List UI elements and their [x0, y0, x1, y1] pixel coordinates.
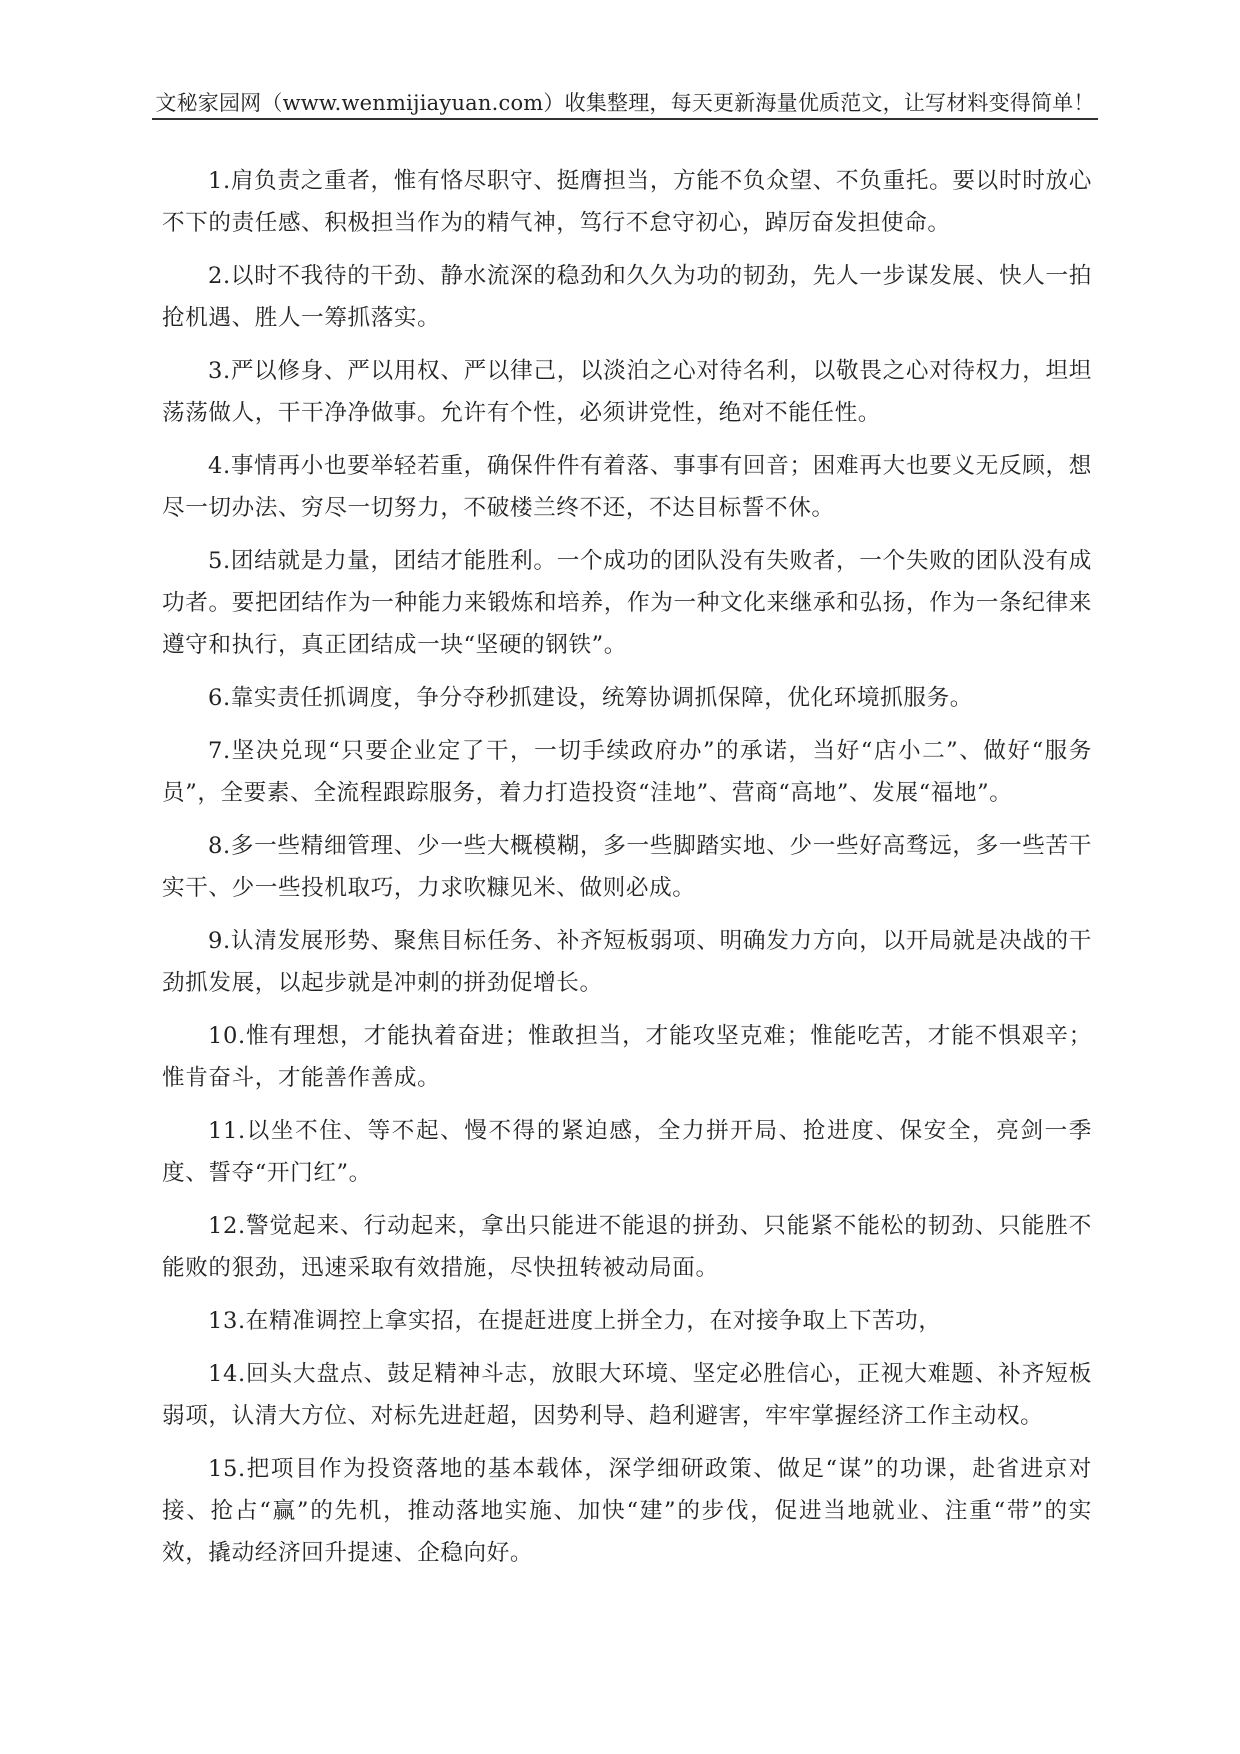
- paragraph-7: 7.坚决兑现“只要企业定了干，一切手续政府办”的承诺，当好“店小二”、做好“服务员”，全要素、全流程跟踪服务，着力打造投资“洼地”、营商“高地”、发展“福地”。: [162, 738, 1092, 806]
- paragraph-11: 11.以坐不住、等不起、慢不得的紧迫感，全力拼开局、抢进度、保安全，亮剑一季度、誓夺“开门红”。: [162, 1118, 1092, 1186]
- paragraph-13: 13.在精准调控上拿实招，在提赶进度上拼全力，在对接争取上下苦功，: [208, 1308, 942, 1334]
- paragraph-10: 10.惟有理想，才能执着奋进；惟敢担当，才能攻坚克难；惟能吃苦，才能不惧艰辛；惟肯奋斗，才能善作善成。: [162, 1023, 1092, 1091]
- paragraph-12: 12.警觉起来、行动起来，拿出只能进不能退的拼劲、只能紧不能松的韧劲、只能胜不能败的狠劲，迅速采取有效措施，尽快扭转被动局面。: [162, 1213, 1092, 1281]
- paragraph-9: 9.认清发展形势、聚焦目标任务、补齐短板弱项、明确发力方向，以开局就是决战的干劲抓发展，以起步就是冲刺的拼劲促增长。: [162, 928, 1092, 996]
- paragraph-3: 3.严以修身、严以用权、严以律己，以淡泊之心对待名利，以敬畏之心对待权力，坦坦荡荡做人，干干净净做事。允许有个性，必须讲党性，绝对不能任性。: [162, 358, 1092, 426]
- paragraph-1: 1.肩负责之重者，惟有恪尽职守、挺膺担当，方能不负众望、不负重托。要以时时放心不下的责任感、积极担当作为的精气神，笃行不怠守初心，踔厉奋发担使命。: [162, 168, 1092, 236]
- paragraph-2: 2.以时不我待的干劲、静水流深的稳劲和久久为功的韧劲，先人一步谋发展、快人一拍抢机遇、胜人一筹抓落实。: [162, 263, 1092, 331]
- paragraph-8: 8.多一些精细管理、少一些大概模糊，多一些脚踏实地、少一些好高骛远，多一些苦干实干、少一些投机取巧，力求吹糠见米、做则必成。: [162, 833, 1092, 901]
- paragraph-14: 14.回头大盘点、鼓足精神斗志，放眼大环境、坚定必胜信心，正视大难题、补齐短板弱项，认清大方位、对标先进赶超，因势利导、趋利避害，牢牢掌握经济工作主动权。: [162, 1361, 1092, 1429]
- paragraph-4: 4.事情再小也要举轻若重，确保件件有着落、事事有回音；困难再大也要义无反顾，想尽一切办法、穷尽一切努力，不破楼兰终不还，不达目标誓不休。: [162, 453, 1092, 521]
- page-header: 文秘家园网（www.wenmijiayuan.com）收集整理，每天更新海量优质范文，让写材料变得简单！: [152, 88, 1098, 120]
- paragraph-15: 15.把项目作为投资落地的基本载体，深学细研政策、做足“谋”的功课，赴省进京对接、抢占“赢”的先机，推动落地实施、加快“建”的步伐，促进当地就业、注重“带”的实效，撬动经济回升提速、企稳向好。: [162, 1456, 1092, 1566]
- document-body: [162, 160, 1092, 1585]
- paragraph-5: 5.团结就是力量，团结才能胜利。一个成功的团队没有失败者，一个失败的团队没有成功者。要把团结作为一种能力来锻炼和培养，作为一种文化来继承和弘扬，作为一条纪律来遵守和执行，真正团结成一块“坚硬的钢铁”。: [162, 548, 1092, 658]
- paragraph-6: 6.靠实责任抓调度，争分夺秒抓建设，统筹协调抓保障，优化环境抓服务。: [208, 685, 973, 711]
